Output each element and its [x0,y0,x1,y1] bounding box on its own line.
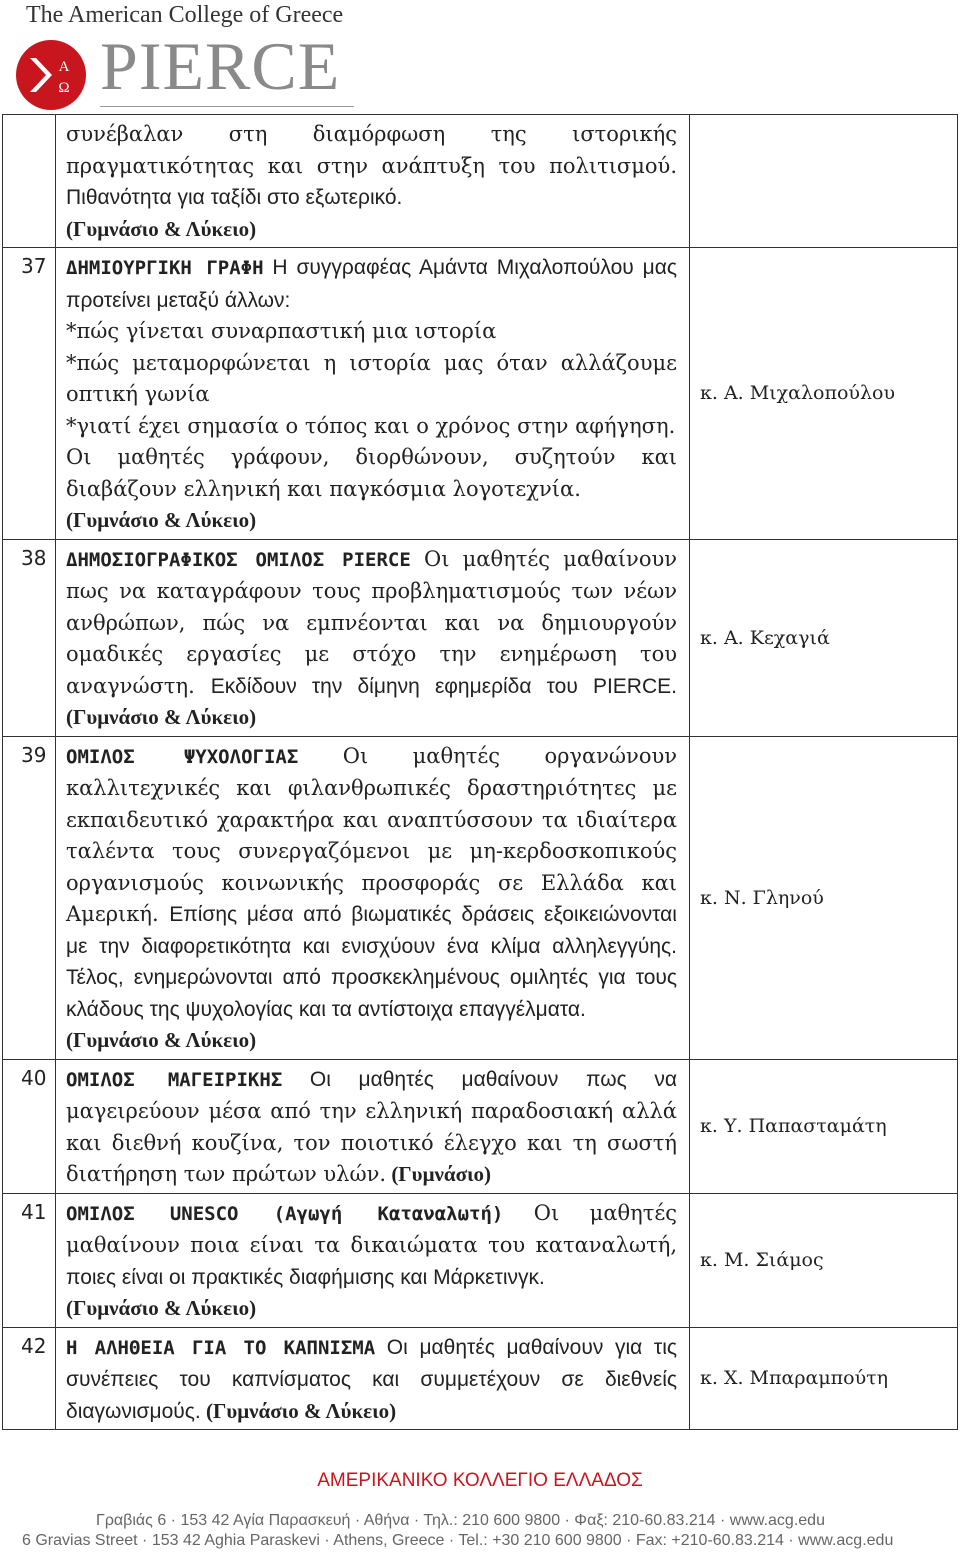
pierce-logo-icon [14,38,88,112]
svg-text:Ω: Ω [58,80,70,96]
description-text [66,252,677,537]
activity-title: ΔΗΜΙΟΥΡΓΙΚΗ ΓΡΑΦΗ [66,257,264,279]
table-row [3,115,958,248]
description-segment: Η συγγραφέας Αμάντα Μιχαλοπούλου μας προτείνει μεταξύ άλλων: [66,256,677,312]
description-text [66,544,677,734]
teacher-name: κ. Α. Μιχαλοπούλου [690,248,958,540]
description-segment: Οι μαθητές μαθαίνουν ποια είναι τα δικαιώματα του καταναλωτή, [66,1200,677,1257]
description-text [66,1332,677,1428]
activity-description [56,1059,690,1193]
activity-title: Η ΑΛΗΘΕΙΑ ΓΙΑ ΤΟ ΚΑΠΝΙΣΜΑ [66,1336,376,1359]
table-row [3,248,958,540]
svg-text:Α: Α [58,59,70,75]
description-segment: μαγειρεύουν μέσα από την ελληνική παραδοσιακή αλλά και διεθνή κουζίνα, τον ποιοτικό έλεγχο και τη σωστή διατήρηση των πρώτων υλών. [66,1099,677,1186]
activity-description [56,736,690,1059]
footer-title: ΑΜΕΡΙΚΑΝΙΚΟ ΚΟΛΛΕΓΙΟ ΕΛΛΑΔΟΣ [317,1470,643,1491]
school-level: (Γυμνάσιο & Λύκειο) [66,1296,257,1320]
activity-title: ΟΜΙΛΟΣ ΜΑΓΕΙΡΙΚΗΣ [66,1068,283,1091]
description-segment: Οι μαθητές γράφουν, διορθώνουν, συζητούν και διαβάζουν ελληνική και παγκόσμια λογοτεχνία. [66,445,677,501]
teacher-name: κ. Α. Κεχαγιά [690,539,958,736]
activity-title: ΟΜΙΛΟΣ ΨΥΧΟΛΟΓΙΑΣ [66,745,299,768]
description-text [66,741,677,1057]
brand-divider [100,106,354,107]
footer-address-english: 6 Gravias Street · 153 42 Aghia Paraskevi · Athens, Greece · Tel.: +30 210 600 9800 · Fax: +210-60.83.214 · www.acg.edu [22,1532,894,1549]
table-row [3,1193,958,1327]
header [14,2,354,110]
row-number [3,115,56,248]
description-text [66,1198,677,1325]
teacher-name: κ. Χ. Μπαραμπούτη [690,1327,958,1430]
table-row [3,1059,958,1193]
school-level: (Γυμνάσιο & Λύκειο) [66,1028,257,1052]
teacher-name: κ. Μ. Σιάμος [690,1193,958,1327]
teacher-name: κ. Ν. Γληνού [690,736,958,1059]
school-level: (Γυμνάσιο) [386,1162,492,1186]
brand-name: PIERCE [100,28,341,104]
college-name: The American College of Greece [26,2,344,28]
school-level: (Γυμνάσιο & Λύκειο) [66,216,257,241]
description-segment: *γιατί έχει σημασία ο τόπος και ο χρόνος στην αφήγηση. [66,413,676,438]
description-segment: *πώς γίνεται συναρπαστική μια ιστορία [66,319,497,343]
description-text [66,1064,677,1191]
activity-description [56,1327,690,1430]
footer-address-greek: Γραβιάς 6 · 153 42 Αγία Παρασκευή · Αθήνα · Τηλ.: 210 600 9800 · Φαξ: 210-60.83.214 · www.acg.edu [96,1512,825,1529]
row-number: 40 [3,1059,56,1193]
table-row [3,539,958,736]
teacher-name: κ. Υ. Παπασταμάτη [690,1059,958,1193]
description-segment: Εκδίδουν την δίμηνη εφημερίδα του PIERCE. [210,674,677,698]
activities-table [2,114,958,1430]
teacher-name [690,115,958,248]
activity-title: ΟΜΙΛΟΣ UNESCO (Αγωγή Καταναλωτή) [66,1202,504,1225]
activity-description [56,1193,690,1327]
row-number: 39 [3,736,56,1059]
row-number: 41 [3,1193,56,1327]
description-segment: Επίσης μέσα από βιωματικές δράσεις εξοικειώνονται με την διαφορετικότητα και ενισχύουν ένα κλίμα αλληλεγγύης. Τέλος, ενημερώνονται από προσκεκλημένους ομιλητές για τους κλάδους της ψυχολογίας και τα αντίστοιχα επαγγέλματα. [66,903,677,1021]
activity-description [56,248,690,540]
activity-title: ΔΗΜΟΣΙΟΓΡΑΦΙΚΟΣ ΟΜΙΛΟΣ PIERCE [66,548,411,571]
row-number: 37 [3,248,56,540]
row-number: 38 [3,539,56,736]
school-level: (Γυμνάσιο & Λύκειο) [66,705,257,729]
activity-description [56,539,690,736]
description-segment: Οι μαθητές μαθαίνουν πως να καταγράφουν τους προβληματισμούς των νέων ανθρώπων, πώς να εμπνέονται και να δημιουργούν ομαδικές εργασίες με στόχο την ενημέρωση του αναγνώστη. [66,546,677,698]
school-level: (Γυμνάσιο & Λύκειο) [66,508,257,532]
school-level: (Γυμνάσιο & Λύκειο) [200,1398,397,1423]
description-segment: συνέβαλαν στη διαμόρφωση της ιστορικής πραγματικότητας και στην ανάπτυξη του πολιτισμού. [66,122,677,178]
table-row [3,736,958,1059]
activity-description [56,115,690,248]
description-segment: Οι μαθητές μαθαίνουν για τις συνέπειες του καπνίσματος και συμμετέχουν σε διεθνείς διαγωνισμούς. [66,1335,677,1423]
description-segment: Οι μαθητές οργανώνουν καλλιτεχνικές και φιλανθρωπικές δραστηριότητες με εκπαιδευτικό χαρακτήρα και αναπτύσσουν τα ιδιαίτερα ταλέντα τους συνεργαζόμενοι με μη-κερδοσκοπικούς οργανισμούς κοινωνικής προσφοράς σε Ελλάδα και Αμερική. [66,743,677,926]
row-number: 42 [3,1327,56,1430]
description-segment: Οι μαθητές μαθαίνουν πως να [282,1067,677,1091]
description-segment: ποιες είναι οι πρακτικές διαφήμισης και Μάρκετινγκ. [66,1265,545,1289]
table-row [3,1327,958,1430]
description-segment: *πώς μεταμορφώνεται η ιστορία μας όταν αλλάζουμε οπτική γωνία [66,350,677,406]
description-text [66,119,677,245]
description-segment: Πιθανότητα για ταξίδι στο εξωτερικό. [66,186,403,209]
